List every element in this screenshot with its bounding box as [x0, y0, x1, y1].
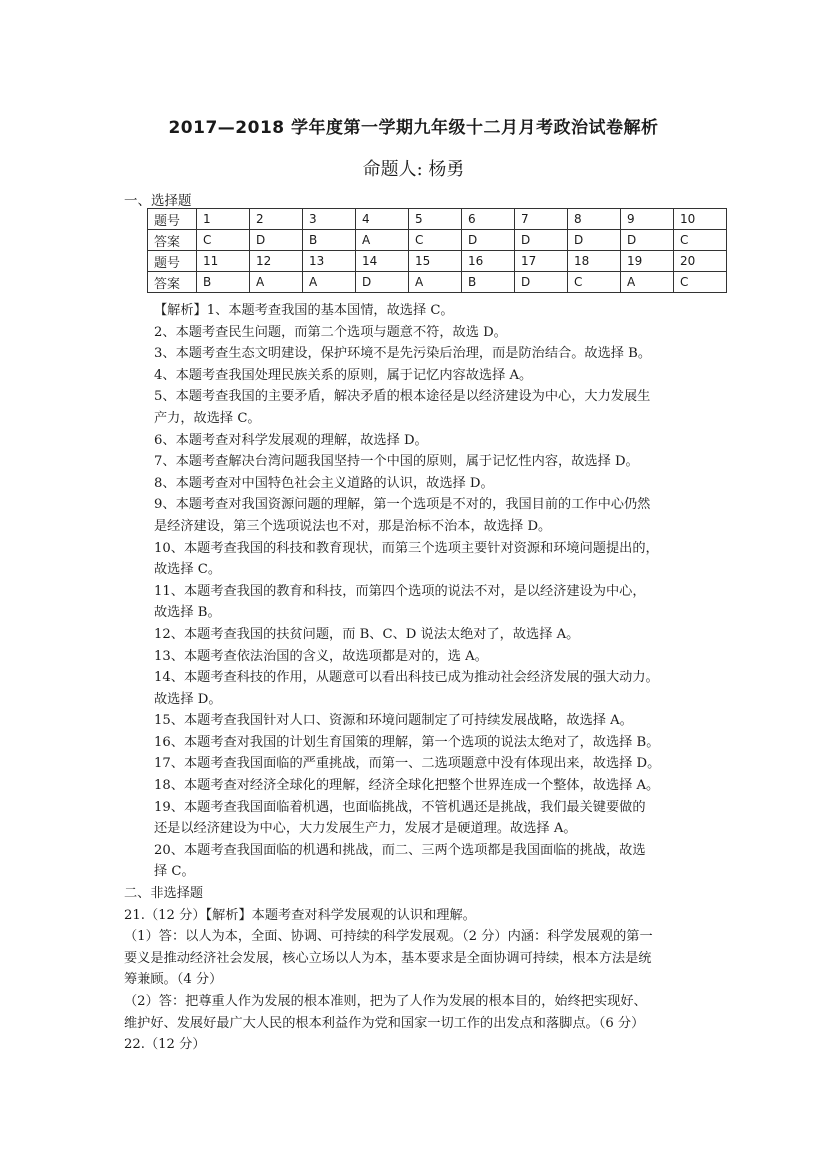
answer-cell: D — [356, 272, 409, 293]
answer-cell: D — [515, 272, 568, 293]
explanation-line: 10、本题考查我国的科技和教育现状，而第三个选项主要针对资源和环境问题提出的， — [154, 540, 659, 556]
explanation-line: 4、本题考查我国处理民族关系的原则，属于记忆内容故选择 A。 — [154, 367, 533, 383]
explanation-line: 故选择 C。 — [154, 562, 222, 578]
section-heading-nonchoice: 二、非选择题 — [124, 886, 204, 902]
answer-cell: C — [409, 230, 462, 251]
explanation-line: 16、本题考查对我国的计划生育国策的理解，第一个选项的说法太绝对了，故选择 B。 — [154, 734, 660, 750]
section-heading-choice: 一、选择题 — [124, 193, 192, 209]
explanation-line: 3、本题考查生态文明建设，保护环境不是先污染后治理，而是防治结合。故选择 B。 — [154, 346, 652, 362]
answer-cell: D — [515, 230, 568, 251]
row-header-cell: 答案 — [148, 230, 197, 251]
explanation-line: 11、本题考查我国的教育和科技，而第四个选项的说法不对，是以经济建设为中心， — [154, 583, 646, 599]
explanation-line: 13、本题考查依法治国的含义，故选项都是对的，选 A。 — [154, 648, 488, 664]
answer-cell: 13 — [303, 251, 356, 272]
row-header-cell: 答案 — [148, 272, 197, 293]
explanation-line: 9、本题考查对我国资源问题的理解，第一个选项是不对的，我国目前的工作中心仍然 — [154, 497, 651, 513]
answer-cell: 10 — [674, 209, 727, 230]
explanation-line: 还是以经济建设为中心，大力发展生产力，发展才是硬道理。故选择 A。 — [154, 821, 577, 837]
q22-heading: 22.（12 分） — [124, 1037, 206, 1053]
answer-cell: 7 — [515, 209, 568, 230]
answer-cell: B — [197, 272, 250, 293]
answer-cell: 6 — [462, 209, 515, 230]
answer-cell: 9 — [621, 209, 674, 230]
answer-table — [147, 208, 727, 293]
explanation-line: 5、本题考查我国的主要矛盾，解决矛盾的根本途径是以经济建设为中心，大力发展生 — [154, 389, 651, 405]
answer-cell: 17 — [515, 251, 568, 272]
answer-table-row — [148, 272, 727, 293]
q21-answer-1-line: （1）答：以人为本，全面、协调、可持续的科学发展观。（2 分）内涵：科学发展观的第一 — [124, 929, 653, 945]
answer-cell: C — [674, 272, 727, 293]
answer-cell: 20 — [674, 251, 727, 272]
answer-cell: 19 — [621, 251, 674, 272]
answer-cell: A — [250, 272, 303, 293]
q21-answer-1-line: 要义是推动经济社会发展，核心立场以人为本，基本要求是全面协调可持续，根本方法是统 — [124, 950, 652, 966]
answer-cell: 2 — [250, 209, 303, 230]
explanation-line: 20、本题考查我国面临的机遇和挑战，而二、三两个选项都是我国面临的挑战，故选 — [154, 842, 646, 858]
row-header-cell: 题号 — [148, 209, 197, 230]
explanation-line: 6、本题考查对科学发展观的理解，故选择 D。 — [154, 432, 428, 448]
answer-cell: 4 — [356, 209, 409, 230]
answer-cell: C — [568, 272, 621, 293]
answer-cell: B — [303, 230, 356, 251]
answer-cell: A — [621, 272, 674, 293]
answer-cell: 16 — [462, 251, 515, 272]
answer-cell: D — [568, 230, 621, 251]
explanation-line: 12、本题考查我国的扶贫问题，而 B、C、D 说法太绝对了，故选择 A。 — [154, 626, 580, 642]
answer-cell: 12 — [250, 251, 303, 272]
explanation-line: 故选择 B。 — [154, 605, 221, 621]
explanation-line: 2、本题考查民生问题，而第二个选项与题意不符，故选 D。 — [154, 324, 507, 340]
answer-table-row — [148, 251, 727, 272]
author-line: 命题人: 杨勇 — [362, 159, 465, 180]
explanation-line: 产力，故选择 C。 — [154, 410, 261, 426]
q21-answer-2-line: 维护好、发展好最广大人民的根本利益作为党和国家一切工作的出发点和落脚点。（6 分） — [124, 1015, 645, 1031]
answer-cell: A — [356, 230, 409, 251]
answer-table-row — [148, 230, 727, 251]
page-title: 2017—2018 学年度第一学期九年级十二月月考政治试卷解析 — [168, 118, 659, 138]
row-header-cell: 题号 — [148, 251, 197, 272]
explanation-line: 15、本题考查我国针对人口、资源和环境问题制定了可持续发展战略，故选择 A。 — [154, 713, 633, 729]
answer-cell: A — [409, 272, 462, 293]
explanation-line: 18、本题考查对经济全球化的理解，经济全球化把整个世界连成一个整体，故选择 A。 — [154, 778, 660, 794]
explanation-line: 7、本题考查解决台湾问题我国坚持一个中国的原则，属于记忆性内容，故选择 D。 — [154, 454, 639, 470]
answer-cell: B — [462, 272, 515, 293]
answer-cell: 5 — [409, 209, 462, 230]
answer-cell: A — [303, 272, 356, 293]
answer-cell: D — [462, 230, 515, 251]
explanation-line: 择 C。 — [154, 864, 195, 880]
explanation-line: 19、本题考查我国面临着机遇，也面临挑战，不管机遇还是挑战，我们最关键要做的 — [154, 799, 646, 815]
answer-cell: 8 — [568, 209, 621, 230]
answer-cell: C — [674, 230, 727, 251]
answer-cell: 3 — [303, 209, 356, 230]
answer-cell: D — [250, 230, 303, 251]
explanation-line: 是经济建设，第三个选项说法也不对，那是治标不治本，故选择 D。 — [154, 518, 552, 534]
explanation-line: 14、本题考查科技的作用，从题意可以看出科技已成为推动社会经济发展的强大动力。 — [154, 670, 659, 686]
answer-cell: 1 — [197, 209, 250, 230]
q21-answer-1-line: 筹兼顾。（4 分） — [124, 972, 223, 988]
answer-cell: C — [197, 230, 250, 251]
explanation-block — [124, 300, 709, 1056]
answer-cell: 15 — [409, 251, 462, 272]
explanation-line: 17、本题考查我国面临的严重挑战，而第一、二选项题意中没有体现出来，故选择 D。 — [154, 756, 661, 772]
explanation-line: 8、本题考查对中国特色社会主义道路的认识，故选择 D。 — [154, 475, 494, 491]
q21-heading: 21.（12 分）【解析】本题考查对科学发展观的认识和理解。 — [124, 907, 476, 923]
answer-table-row — [148, 209, 727, 230]
explanation-line: 【解析】1、本题考查我国的基本国情，故选择 C。 — [154, 303, 454, 318]
q21-answer-2-line: （2）答：把尊重人作为发展的根本准则，把为了人作为发展的根本目的，始终把实现好、 — [124, 994, 647, 1009]
answer-cell: 11 — [197, 251, 250, 272]
explanation-line: 故选择 D。 — [154, 691, 222, 707]
answer-cell: 18 — [568, 251, 621, 272]
answer-cell: D — [621, 230, 674, 251]
answer-cell: 14 — [356, 251, 409, 272]
